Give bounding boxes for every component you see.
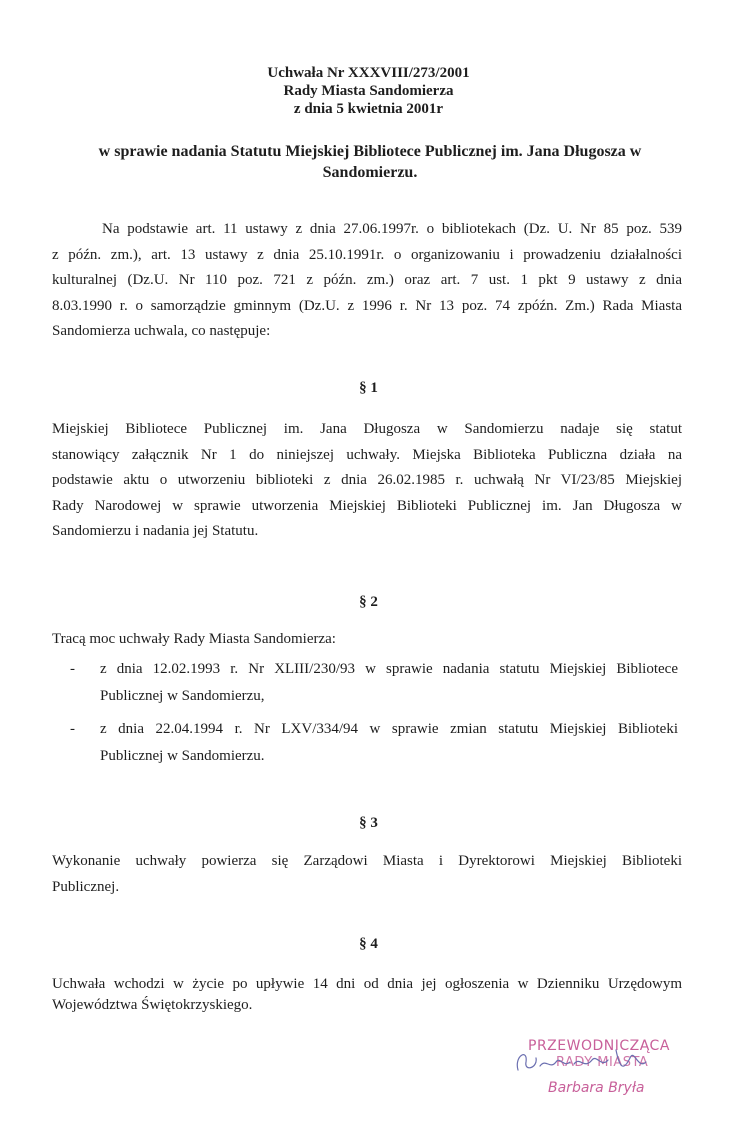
section-1-body	[52, 417, 682, 545]
stamp-title: PRZEWODNICZĄCA	[528, 1038, 670, 1054]
intro-paragraph	[52, 217, 682, 345]
section-1-line: Miejskiej Bibliotece Publicznej im. Jana Długosza w Sandomierzu nadaje się statut	[52, 421, 682, 437]
repealed-item-line: z dnia 22.04.1994 r. Nr LXV/334/94 w sprawie zmian statutu Miejskiej Biblioteki	[100, 721, 678, 737]
subject-line-1: w sprawie nadania Statutu Miejskiej Bibliotece Publicznej im. Jana Długosza w	[98, 143, 642, 160]
section-4-line: Województwa Świętokrzyskiego.	[52, 997, 253, 1013]
section-4-body	[52, 974, 682, 1016]
section-4-line: Uchwała wchodzi w życie po upływie 14 dni od dnia jej ogłoszenia w Dzienniku Urzędowym	[52, 976, 682, 992]
section-3-line: Wykonanie uchwały powierza się Zarządowi Miasta i Dyrektorowi Miejskiej Biblioteki	[52, 853, 682, 869]
repealed-item-line: Publicznej w Sandomierzu.	[100, 748, 265, 764]
intro-line: 8.03.1990 r. o samorządzie gminnym (Dz.U. z 1996 r. Nr 13 poz. 74 zpóźn. Zm.) Rada Miasta	[52, 297, 682, 314]
section-3-title: § 3	[359, 815, 378, 831]
intro-line: z późn. zm.), art. 13 ustawy z dnia 25.10.1991r. o organizowaniu i prowadzeniu działalności	[52, 246, 682, 263]
section-2-intro: Tracą moc uchwały Rady Miasta Sandomierza:	[52, 631, 336, 647]
repealed-item-line: z dnia 12.02.1993 r. Nr XLIII/230/93 w sprawie nadania statutu Miejskiej Bibliotece	[100, 661, 678, 677]
section-1-title: § 1	[359, 380, 378, 396]
section-1-line: stanowiący załącznik Nr 1 do niniejszej uchwały. Miejska Biblioteka Publiczna działa na	[52, 446, 682, 463]
section-1-line: podstawie aktu o utworzeniu biblioteki z dnia 26.02.1985 r. uchwałą Nr VI/23/85 Miejskiej	[52, 472, 682, 488]
intro-line: Na podstawie art. 11 ustawy z dnia 27.06.1997r. o bibliotekach (Dz. U. Nr 85 poz. 539	[102, 221, 682, 237]
list-dash: -	[70, 661, 75, 677]
section-1-line: Sandomierzu i nadania jej Statutu.	[52, 523, 259, 539]
section-3-body	[52, 849, 682, 900]
resolution-date: z dnia 5 kwietnia 2001r	[293, 101, 444, 117]
list-dash: -	[70, 721, 75, 737]
subject-line-2: Sandomierzu.	[322, 164, 418, 181]
section-2-title: § 2	[359, 594, 378, 610]
resolution-number: Uchwała Nr XXXVIII/273/2001	[267, 65, 470, 81]
intro-line: kulturalnej (Dz.U. Nr 110 poz. 721 z późn. zm.) oraz art. 7 ust. 1 pkt 9 ustawy z dnia	[52, 272, 682, 288]
section-3-line: Publicznej.	[52, 878, 120, 895]
stamp-council: RADY MIASTA	[556, 1055, 649, 1070]
repealed-item-line: Publicznej w Sandomierzu,	[100, 688, 265, 704]
handwritten-signature	[512, 1040, 672, 1080]
section-1-line: Rady Narodowej w sprawie utworzenia Miejskiej Biblioteki Publicznej im. Jan Długosza w	[52, 497, 682, 514]
section-4-title: § 4	[359, 936, 378, 952]
intro-line: Sandomierza uchwala, co następuje:	[52, 323, 271, 339]
stamp-name: Barbara Bryła	[548, 1080, 645, 1096]
council-name: Rady Miasta Sandomierza	[283, 83, 454, 99]
